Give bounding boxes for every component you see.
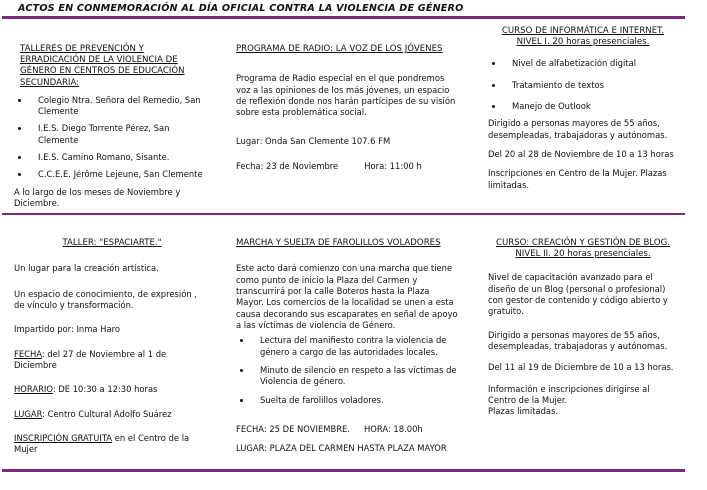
bottom-divider: [2, 469, 685, 472]
espaciarte-time: [14, 384, 210, 395]
place-value: : Centro Cultural Adolfo Suárez: [42, 408, 172, 419]
date-label: FECHA: [14, 348, 42, 359]
radio-place: Lugar: Onda San Clemente 107.6 FM: [236, 135, 391, 146]
radio-heading: PROGRAMA DE RADIO: LA VOZ DE LOS JÓVENES: [236, 44, 443, 54]
list-item: • Suelta de farolillos voladores.: [252, 395, 458, 406]
espaciarte-enroll: [14, 433, 210, 456]
espaciarte-date: [14, 349, 210, 372]
blog-course-limited: Plazas limitadas.: [488, 406, 559, 417]
espaciarte-p2: Un espacio de conocimiento, de expresión , de vínculo y transformación.: [14, 288, 197, 310]
blog-course-audience: Dirigido a personas mayores de 55 años, desempleadas, trabajadoras y autónomas.: [488, 329, 668, 352]
march-place: LUGAR: PLAZA DEL CARMEN HASTA PLAZA MAYOR: [236, 443, 447, 454]
list-item: • Nivel de alfabetización digital: [504, 58, 678, 69]
march-section: [236, 238, 458, 461]
list-item: • I.E.S. Camino Romano, Sisante.: [30, 152, 209, 163]
page-title: ACTOS EN CONMEMORACIÓN AL DÍA OFICIAL CONTRA LA VIOLENCIA DE GÉNERO: [18, 3, 464, 14]
enroll-label: INSCRIPCIÓN GRATUITA: [14, 432, 113, 443]
radio-section: [236, 44, 458, 172]
computer-course-section: [488, 26, 678, 197]
march-body: Este acto dará comienzo con una marcha que tiene como punto de inicio la Plaza del Carmen y transcurrirá por la calle Boteros hasta la Plaza Mayor. Los comercios de la localidad se unen a esta causa decorando sus escaparates en señal de apoyo a las víctimas de violencia de Género.: [236, 263, 458, 330]
march-activities: [236, 335, 458, 406]
march-date: FECHA: 25 DE NOVIEMBRE.: [236, 423, 350, 434]
radio-body: Programa de Radio especial en el que pondremos voz a las opiniones de los más jóvenes, un espacio de reflexión donde nos harán partícipes de su visión sobre esta problemática social.: [236, 73, 456, 118]
radio-date-time: [236, 161, 458, 172]
workshops-heading: TALLERES DE PREVENCIÓN Y ERRADICACIÓN DE LA VIOLENCIA DE GÉNERO EN CENTROS DE EDUCACIÓN SECUNDARIA:: [20, 44, 185, 88]
computer-course-heading: CURSO DE INFORMÁTICA E INTERNET. NIVEL I. 20 horas presenciales.: [501, 26, 665, 48]
blog-course-body: Nivel de capacitación avanzado para el diseño de un Blog (personal o profesional) con gestor de contenido y código abierto y gratuito.: [488, 272, 668, 317]
date-value: : del 27 de Noviembre al 1 de Diciembre: [14, 348, 167, 370]
workshops-section: [14, 44, 209, 215]
radio-time: Hora: 11:00 h: [364, 160, 422, 171]
radio-date: Fecha: 23 de Noviembre: [236, 160, 339, 171]
enroll-value: en el Centro de la Mujer: [14, 432, 190, 455]
time-label: HORARIO: [14, 384, 53, 395]
march-heading: MARCHA Y SUELTA DE FAROLILLOS VOLADORES: [236, 238, 441, 248]
list-item: • Colegio Ntra. Señora del Remedio, San Clemente: [30, 95, 209, 118]
espaciarte-p1: Un lugar para la creación artística.: [14, 263, 159, 274]
top-divider: [2, 16, 685, 19]
computer-course-topics: [488, 58, 678, 112]
computer-course-dates: Del 20 al 28 de Noviembre de 10 a 13 horas: [488, 149, 674, 160]
march-date-time: [236, 424, 458, 435]
espaciarte-place: [14, 409, 210, 420]
time-value: : DE 10:30 a 12:30 horas: [52, 384, 158, 395]
place-label: LUGAR: [14, 408, 43, 419]
list-item: • Lectura del manifiesto contra la violencia de género a cargo de las autoridades locales.: [252, 335, 458, 358]
blog-course-section: [488, 238, 678, 424]
computer-course-audience: Dirigido a personas mayores de 55 años, desempleadas, trabajadoras y autónomas.: [488, 118, 668, 140]
schools-list: [14, 95, 209, 181]
march-time: HORA: 18.00h: [364, 423, 423, 434]
list-item: • Tratamiento de textos: [504, 80, 678, 91]
computer-course-enroll: Inscripciones en Centro de la Mujer. Plazas limitadas.: [488, 168, 667, 190]
list-item: • Manejo de Outlook: [504, 101, 678, 112]
workshops-footer: A lo largo de los meses de Noviembre y Diciembre.: [14, 186, 181, 209]
list-item: • Minuto de silencio en respeto a las víctimas de Violencia de género.: [252, 365, 458, 388]
espaciarte-section: [14, 238, 210, 462]
espaciarte-heading: TALLER: "ESPACIARTE.": [62, 238, 162, 248]
blog-course-enroll: Información e inscripciones dirigirse al Centro de la Mujer.: [488, 383, 650, 406]
espaciarte-teacher: Impartido por: Inma Haro: [14, 324, 120, 335]
list-item: • I.E.S. Diego Torrente Pérez, San Clemente: [30, 123, 209, 146]
blog-course-heading: CURSO: CREACIÓN Y GESTIÓN DE BLOG. NIVEL II. 20 horas presenciales.: [495, 238, 671, 260]
list-item: • C.C.E.E. Jérôme Lejeune, San Clemente: [30, 169, 209, 180]
blog-course-dates: Del 11 al 19 de Diciembre de 10 a 13 horas.: [488, 362, 674, 373]
